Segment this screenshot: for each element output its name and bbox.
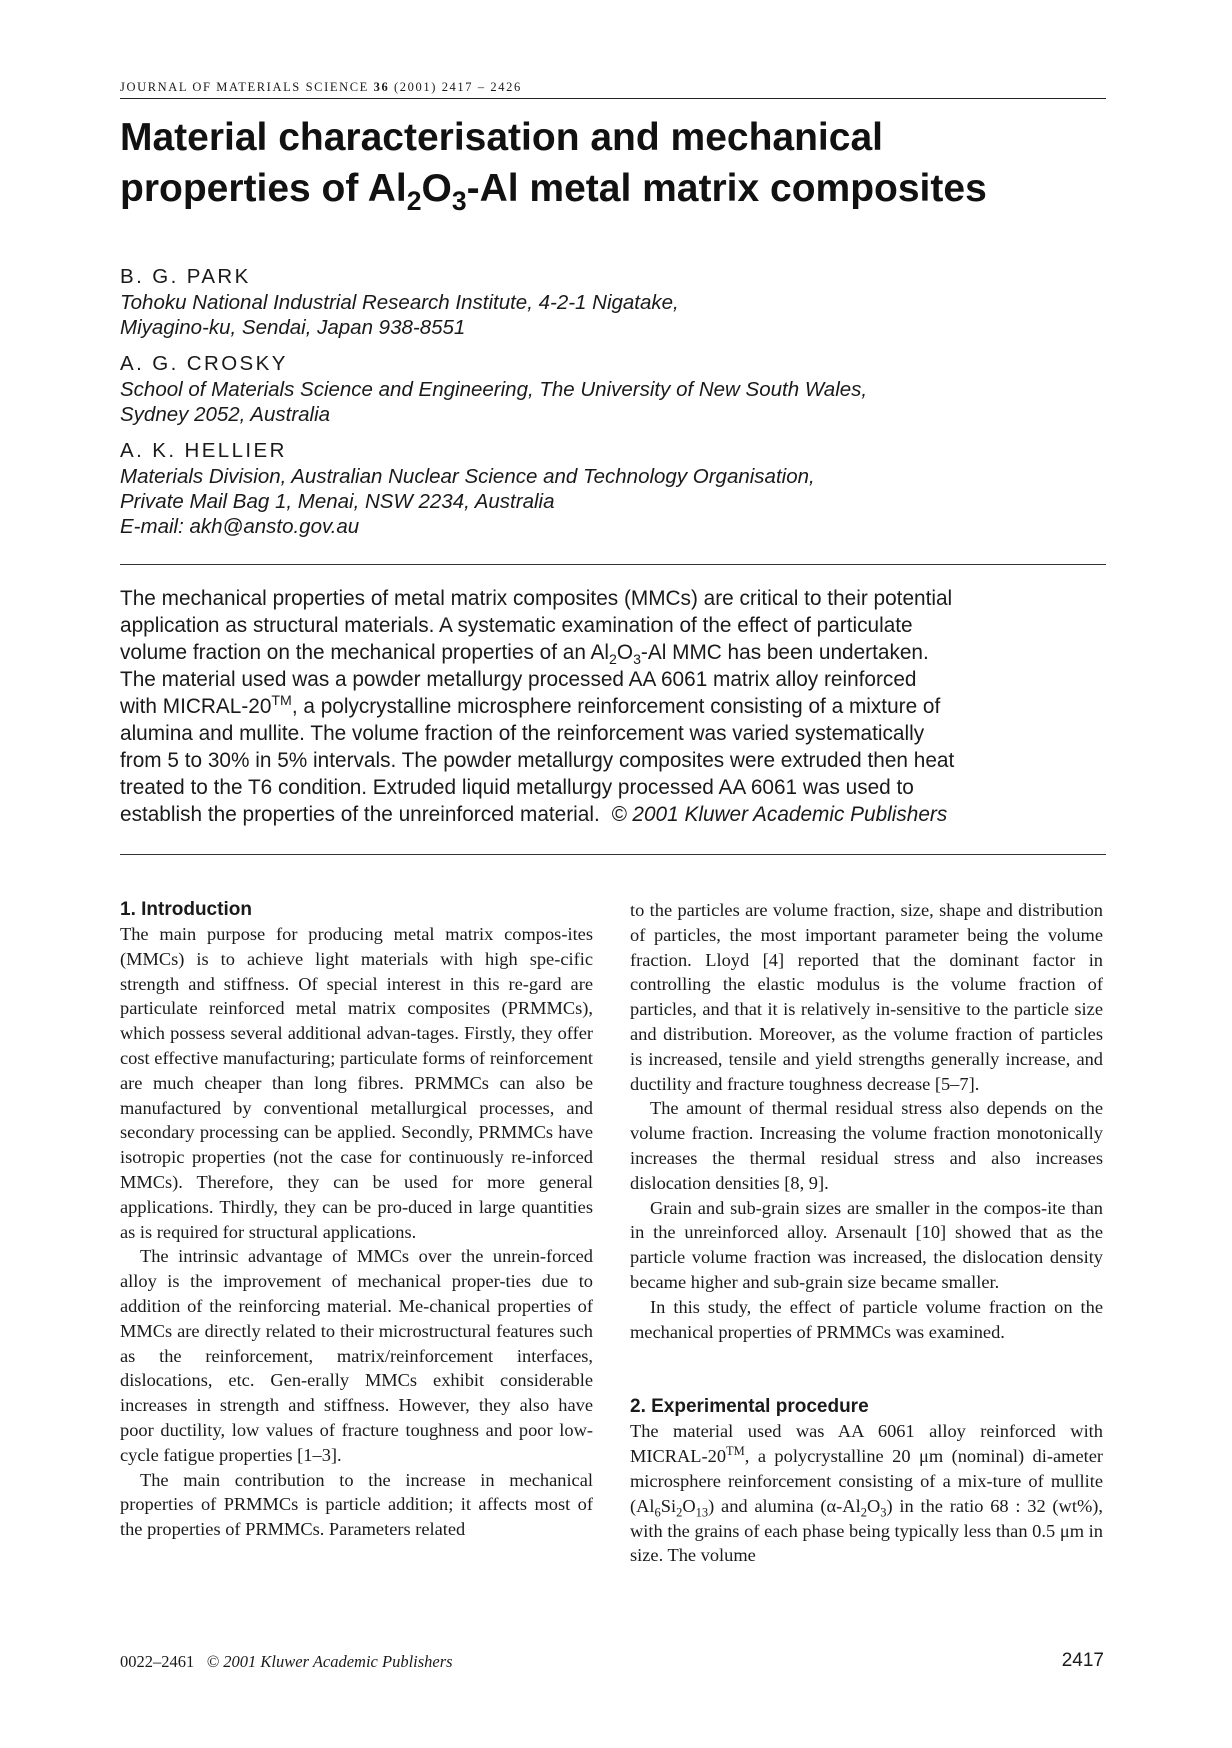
author-affiliation-line: Private Mail Bag 1, Menai, NSW 2234, Australia	[120, 490, 555, 513]
paragraph: The main contribution to the increase in mechanical properties of PRMMCs is particle addition; it affects most of the properties of PRMMCs. Parameters related	[120, 1469, 593, 1540]
author-block-2	[120, 350, 1080, 427]
author-affiliation-line: Miyagino-ku, Sendai, Japan 938-8551	[120, 316, 466, 339]
abstract-line: treated to the T6 condition. Extruded liquid metallurgy processed AA 6061 was used to	[120, 776, 914, 799]
paragraph: The amount of thermal residual stress also depends on the volume fraction. Increasing the volume fraction monotonically increases the thermal residual stress and also increases dislocation densities [8, 9].	[630, 1098, 1103, 1193]
abstract-line: The material used was a powder metallurgy processed AA 6061 matrix alloy reinforced	[120, 668, 917, 691]
footer-left	[120, 1652, 453, 1672]
page-number: 2417	[1061, 1650, 1104, 1671]
divider-top	[120, 564, 1106, 565]
abstract-line: volume fraction on the mechanical properties of an $Al_2O_3-Al$ MMC has been undertaken.	[120, 641, 929, 668]
divider-bottom	[120, 854, 1106, 855]
abstract-line: application as structural materials. A systematic examination of the effect of particulate	[120, 614, 913, 637]
column-right	[630, 898, 1103, 1568]
author-affiliation-line: School of Materials Science and Engineering, The University of New South Wales,	[120, 378, 868, 401]
abstract-line: with MICRAL-20™, a polycrystalline microsphere reinforcement consisting of a mixture of	[120, 692, 941, 718]
column-left	[120, 897, 593, 1542]
paragraph: to the particles are volume fraction, size, shape and distribution of particles, the most important parameter being the volume fraction. Lloyd [4] reported that the dominant factor in controlling the elastic modulus is the volume fraction of particles, and that it is relatively in-sensitive to the particle size and distribution. Moreover, as the volume fraction of particles is increased, tensile and yield strengths generally increase, and ductility and fracture toughness decrease [5–7].	[630, 900, 1103, 1094]
abstract-copyright: © 2001 Kluwer Academic Publishers	[611, 803, 948, 826]
author-affiliation-line: Sydney 2052, Australia	[120, 403, 331, 426]
abstract-line: establish the properties of the unreinforced material. © 2001 Kluwer Academic Publishers	[120, 803, 948, 826]
footer-copyright: © 2001 Kluwer Academic Publishers	[206, 1652, 453, 1671]
paragraph: In this study, the effect of particle volume fraction on the mechanical properties of PRMMCs was examined.	[630, 1296, 1103, 1342]
section-heading-experimental: 2. Experimental procedure	[630, 1396, 869, 1418]
author-email[interactable]: E-mail: akh@ansto.gov.au	[120, 515, 360, 538]
abstract-line: alumina and mullite. The volume fraction of the reinforcement was varied systematically	[120, 722, 925, 745]
author-name: A. G. CROSKY	[120, 352, 288, 375]
running-head	[120, 80, 1106, 99]
paragraph: Grain and sub-grain sizes are smaller in the compos-ite than in the unreinforced alloy. Arsenault [10] showed that as the particle volume fraction was increased, the dislocation density became higher and sub-grain size became smaller.	[630, 1197, 1103, 1292]
author-affiliation-line: Materials Division, Australian Nuclear Science and Technology Organisation,	[120, 465, 815, 488]
abstract-line: The mechanical properties of metal matrix composites (MMCs) are critical to their potential	[120, 587, 953, 610]
paragraph: The main purpose for producing metal matrix compos-ites (MMCs) is to achieve light materials with high spe-cific strength and stiffness. Of special interest in this re-gard are particulate reinforced metal matrix composites (PRMMCs), which possess several additional advan-tages. Firstly, they offer cost effective manufacturing; particulate forms of reinforcement are much cheaper than long fibres. PRMMCs can also be manufactured by conventional metallurgical processes, and secondary processing can be applied. Secondly, PRMMCs have isotropic properties (not the case for continuously re-inforced MMCs). Therefore, they can be used for more general applications. Thirdly, they can be pro-duced in large quantities as is required for structural applications.	[120, 924, 593, 1242]
section-heading-introduction: 1. Introduction	[120, 899, 252, 920]
author-name: B. G. PARK	[120, 265, 251, 288]
journal-volume: 36	[373, 80, 390, 94]
journal-name: JOURNAL OF MATERIALS SCIENCE	[120, 80, 369, 94]
journal-year-pages: (2001) 2417 – 2426	[394, 80, 522, 94]
author-block-3	[120, 437, 1080, 539]
author-affiliation-line: Tohoku National Industrial Research Institute, 4-2-1 Nigatake,	[120, 291, 679, 314]
title-line-1: Material characterisation and mechanical	[120, 116, 883, 159]
title-line-2: properties of $Al_2O_3-Al$ metal matrix composites	[120, 167, 987, 216]
abstract-line: from 5 to 30% in 5% intervals. The powder metallurgy composites were extruded then heat	[120, 749, 955, 772]
paragraph: The intrinsic advantage of MMCs over the unrein-forced alloy is the improvement of mechanical proper-ties due to addition of the reinforcing material. Me-chanical properties of MMCs are directly related to their microstructural features such as the reinforcement, matrix/reinforcement interfaces, dislocations, etc. Gen-erally MMCs exhibit considerable increases in strength and stiffness. However, they also have poor ductility, low values of fracture toughness and poor low-cycle fatigue properties [1–3].	[120, 1246, 593, 1465]
author-name: A. K. HELLIER	[120, 439, 287, 462]
paragraph: The material used was AA 6061 alloy reinforced with MICRAL-20™, a polycrystalline 20 μm (nominal) di-ameter microsphere reinforcement consisting of a mix-ture of mullite $(Al_6Si_2O_{13})$ and alumina $(\alpha-Al_2O_3)$ in the ratio 68 : 32 (wt%), with the grains of each phase being typically less than 0.5 μm in size. The volume	[630, 1421, 1103, 1566]
author-block-1	[120, 263, 1080, 340]
issn: 0022–2461	[120, 1652, 195, 1671]
abstract	[120, 585, 1110, 828]
paper-title	[120, 112, 1100, 214]
